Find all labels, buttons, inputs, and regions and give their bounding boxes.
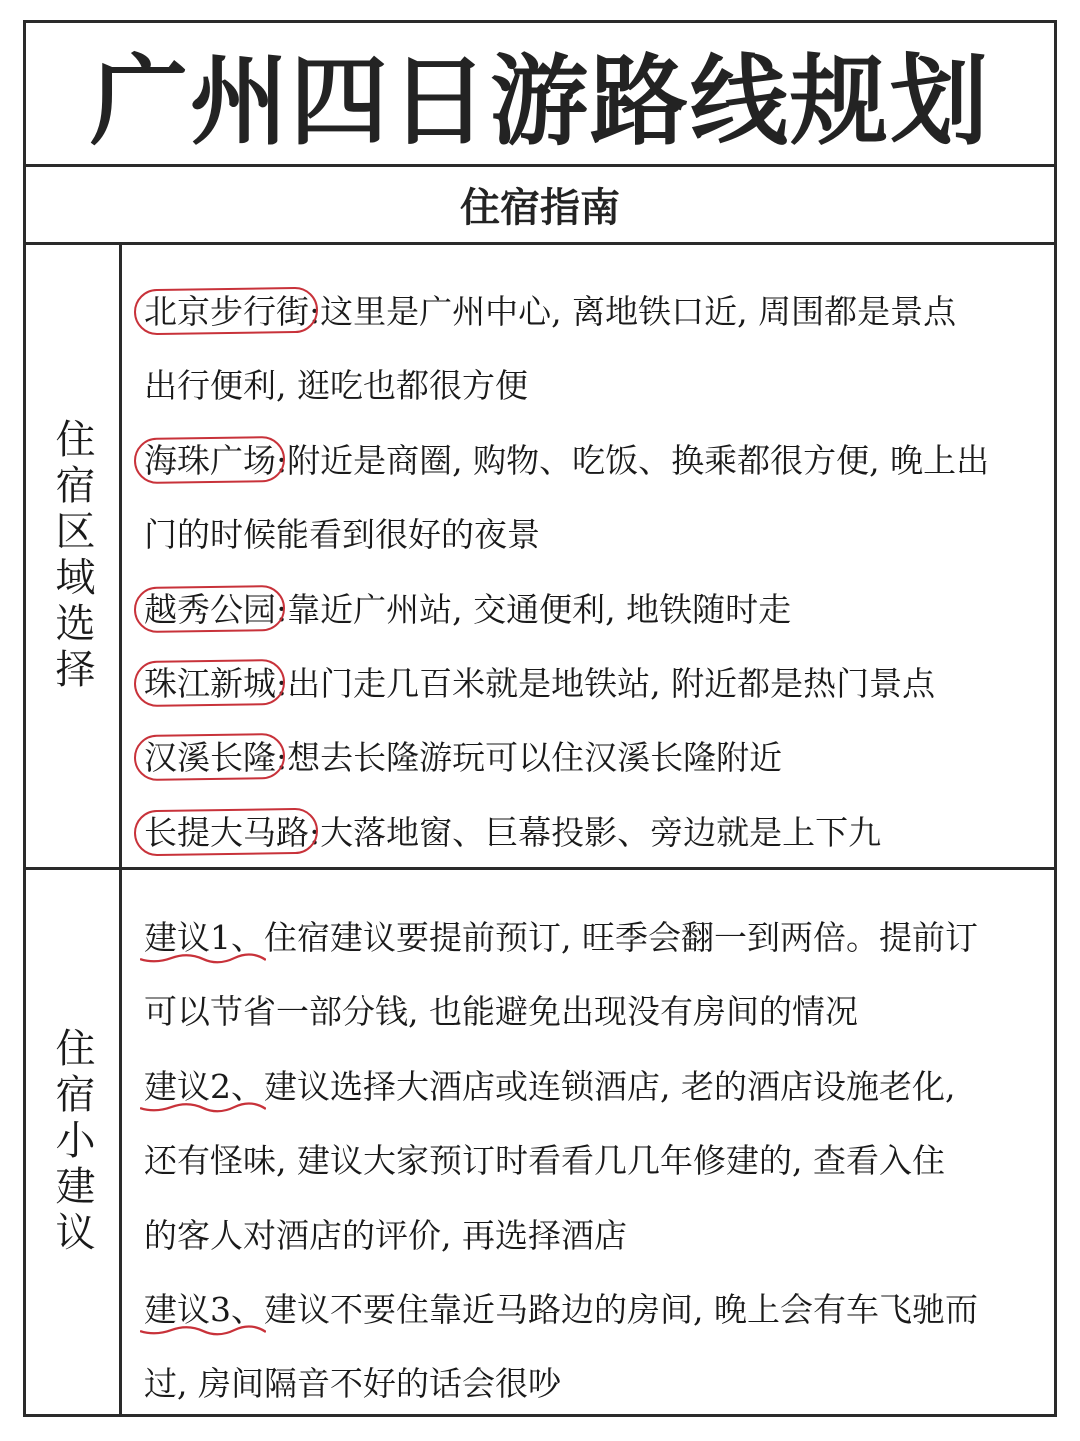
- tips-content: [122, 870, 1054, 1414]
- red-circle-mark: [134, 659, 286, 707]
- area-desc: 出门走几百米就是地铁站, 附近都是热门景点: [287, 663, 936, 703]
- area-content: [122, 245, 1054, 867]
- tip-label: 建议1、: [144, 918, 264, 957]
- tip-label: 建议2、: [144, 1066, 264, 1106]
- area-side-label: 住宿区域选择: [49, 418, 95, 694]
- area-desc: 附近是商圈, 购物、吃饭、换乘都很方便, 晚上出: [287, 440, 990, 480]
- tip-label-tag: [144, 1050, 264, 1124]
- page-frame: [23, 20, 1057, 1417]
- area-section: [26, 245, 1054, 870]
- tip-text: 的客人对酒店的评价, 再选择酒店: [144, 1215, 627, 1255]
- area-name: 越秀公园:: [144, 589, 288, 629]
- red-circle-mark: [134, 436, 286, 484]
- tip-text-line: [144, 1199, 1040, 1273]
- red-circle-mark: [134, 287, 319, 336]
- area-desc: 靠近广州站, 交通便利, 地铁随时走: [287, 589, 792, 629]
- area-name: 北京步行街:: [144, 292, 321, 331]
- tip-text: 建议选择大酒店或连锁酒店, 老的酒店设施老化,: [264, 1066, 956, 1106]
- tip-text-line: [144, 1124, 1040, 1198]
- page-title: 广州四日游路线规划: [26, 23, 1054, 167]
- tip-label: 建议3、: [144, 1289, 264, 1329]
- area-desc-line: [144, 349, 1040, 423]
- area-side-cell: [26, 245, 122, 867]
- tip-item: [144, 901, 1040, 975]
- red-circle-mark: [134, 585, 286, 633]
- area-item: [144, 721, 1040, 795]
- area-desc-line: [144, 498, 1040, 572]
- red-underline-mark: [140, 953, 266, 965]
- area-desc: 想去长隆游玩可以住汉溪长隆附近: [287, 738, 783, 778]
- tips-section: [26, 870, 1054, 1414]
- area-name-tag: [144, 721, 287, 795]
- area-name: 长提大马路:: [144, 812, 321, 852]
- area-desc: 大落地窗、巨幕投影、旁边就是上下九: [320, 812, 882, 852]
- tip-text-line: [144, 1347, 1040, 1421]
- area-name-tag: [144, 796, 320, 870]
- area-name-tag: [144, 424, 287, 498]
- tip-text: 过, 房间隔音不好的话会很吵: [144, 1364, 561, 1404]
- area-name-tag: [144, 647, 287, 721]
- area-desc: 这里是广州中心, 离地铁口近, 周围都是景点: [320, 292, 957, 331]
- tip-text: 住宿建议要提前预订, 旺季会翻一到两倍。提前订: [264, 918, 978, 957]
- tips-side-label: 住宿小建议: [49, 1027, 95, 1257]
- area-name: 汉溪长隆:: [144, 738, 288, 778]
- area-desc: 出行便利, 逛吃也都很方便: [144, 366, 528, 406]
- area-name-tag: [144, 275, 320, 349]
- tip-label-tag: [144, 901, 264, 975]
- area-item: [144, 796, 1040, 870]
- tip-text: 可以节省一部分钱, 也能避免出现没有房间的情况: [144, 992, 858, 1032]
- area-name: 珠江新城:: [144, 663, 288, 703]
- tip-text: 还有怪味, 建议大家预订时看看几几年修建的, 查看入住: [144, 1141, 945, 1181]
- red-underline-mark: [140, 1325, 266, 1337]
- tips-side-cell: [26, 870, 122, 1414]
- area-name-tag: [144, 573, 287, 647]
- tip-text: 建议不要住靠近马路边的房间, 晚上会有车飞驰而: [264, 1289, 978, 1329]
- tip-item: [144, 1050, 1040, 1124]
- red-circle-mark: [134, 807, 319, 856]
- tip-text-line: [144, 975, 1040, 1049]
- section-subtitle: 住宿指南: [26, 167, 1054, 245]
- red-underline-mark: [140, 1102, 266, 1114]
- area-item: [144, 275, 1040, 349]
- tip-item: [144, 1273, 1040, 1347]
- red-circle-mark: [134, 733, 286, 781]
- tip-label-tag: [144, 1273, 264, 1347]
- area-name: 海珠广场:: [144, 440, 288, 480]
- area-item: [144, 424, 1040, 498]
- area-desc: 门的时候能看到很好的夜景: [144, 515, 540, 555]
- area-item: [144, 573, 1040, 647]
- area-item: [144, 647, 1040, 721]
